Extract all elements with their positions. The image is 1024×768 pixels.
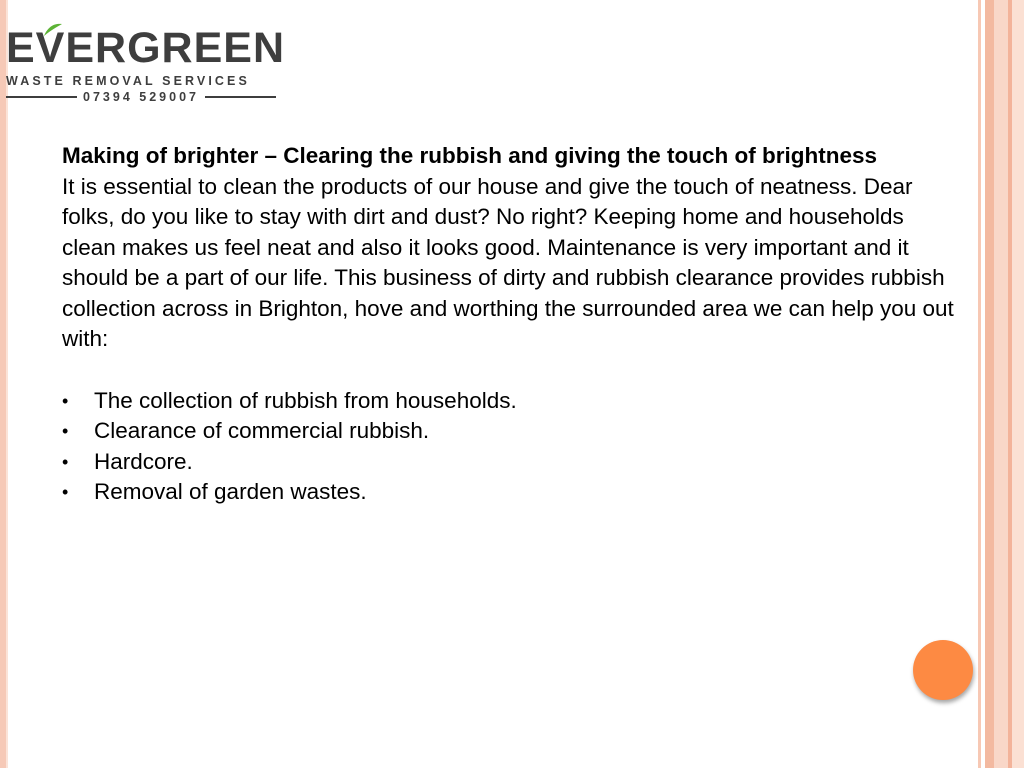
list-item	[62, 416, 962, 447]
bullet-icon: •	[62, 482, 69, 502]
logo-phone: 07394 529007	[83, 90, 199, 104]
list-item-text: Hardcore.	[94, 448, 193, 474]
company-logo	[6, 24, 286, 104]
bullet-icon: •	[62, 390, 69, 411]
bullet-list	[62, 386, 962, 508]
list-item-text: Clearance of commercial rubbish.	[94, 418, 430, 443]
logo-subtitle: WASTE REMOVAL SERVICES	[6, 74, 250, 88]
slide-heading: Making of brighter – Clearing the rubbish and giving the touch of brightness	[62, 143, 878, 168]
right-decorative-strip	[985, 0, 994, 768]
left-decorative-strip-light	[6, 0, 8, 768]
bullet-icon: •	[62, 451, 69, 472]
right-decorative-strip	[1012, 0, 1024, 768]
logo-phone-row	[6, 90, 276, 104]
list-item-text: Removal of garden wastes.	[94, 479, 367, 504]
logo-divider-right	[205, 96, 276, 98]
list-item	[62, 386, 962, 417]
right-decorative-strip	[978, 0, 981, 768]
list-item-text: The collection of rubbish from households.	[94, 387, 517, 413]
logo-name: EVERGREEN	[6, 24, 286, 72]
slide-paragraph: It is essential to clean the products of our house and give the touch of neatness. Dear folks, do you like to stay with dirt and dust? No right? Keeping home and households clean makes us feel neat and also it looks good. Maintenance is very important and it should be a part of our life. This business of dirty and rubbish clearance provides rubbish collection across in Brighton, hove and worthing the surrounded area we can help you out with:	[62, 173, 954, 351]
right-decorative-strip	[994, 0, 1008, 768]
bullet-icon: •	[62, 421, 69, 441]
slide-content	[62, 141, 962, 508]
list-item	[62, 477, 962, 508]
leaf-icon	[43, 23, 63, 37]
orange-circle-decoration	[913, 640, 973, 700]
logo-wordmark	[6, 24, 286, 72]
logo-divider-left	[6, 96, 77, 98]
list-item	[62, 447, 962, 478]
